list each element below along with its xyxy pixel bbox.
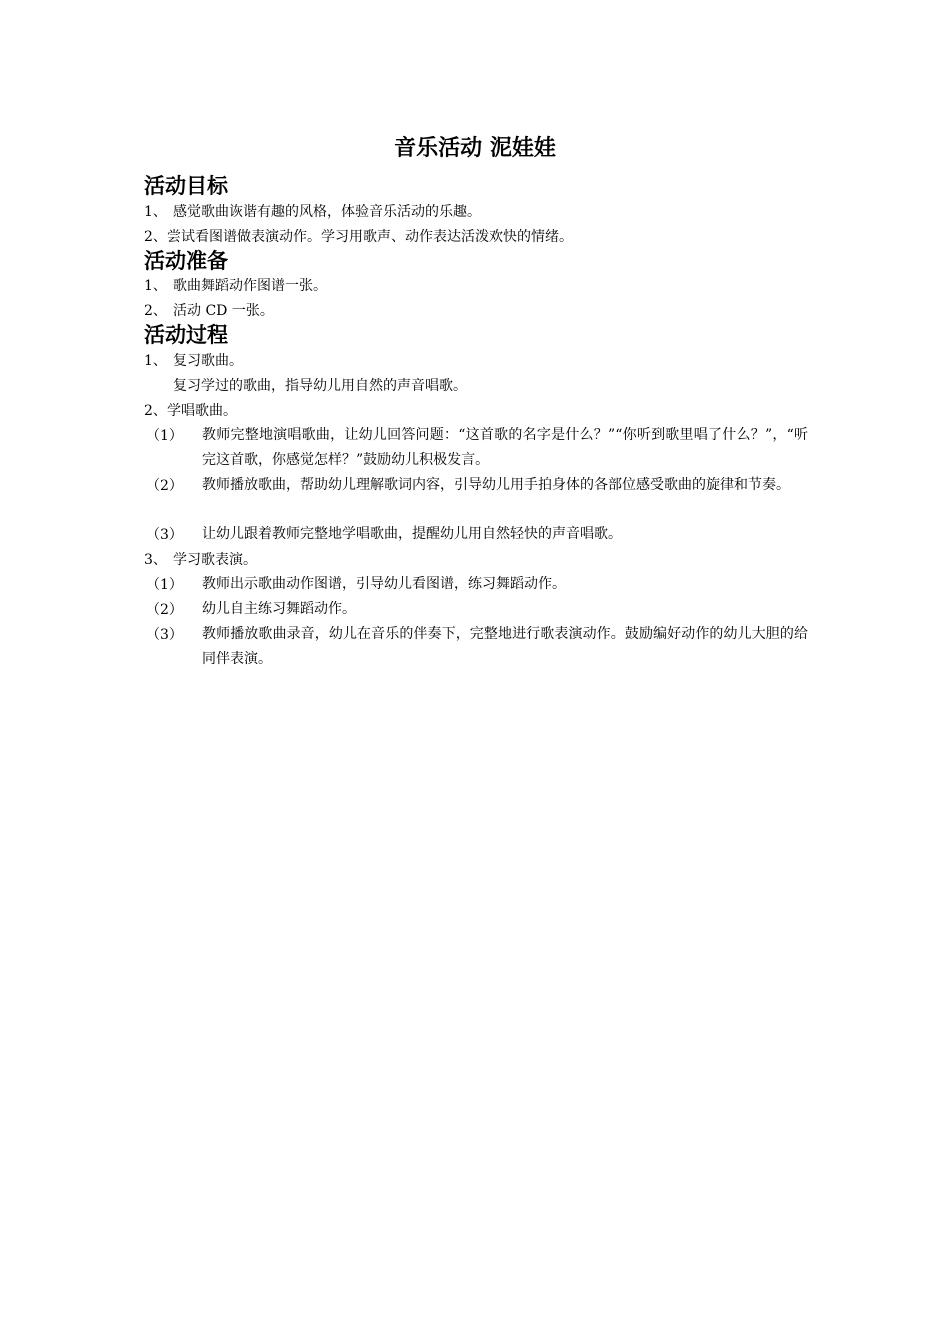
- document-title: 音乐活动 泥娃娃: [394, 136, 556, 161]
- step-2-sub-3-number: （3）: [146, 527, 183, 543]
- step-2-sub-2-number: （2）: [146, 478, 183, 494]
- step-2-sub-3-text: 让幼儿跟着教师完整地学唱歌曲，提醒幼儿用自然轻快的声音唱歌。: [202, 526, 622, 542]
- step-1-detail: 复习学过的歌曲，指导幼儿用自然的声音唱歌。: [173, 378, 467, 394]
- heading-process: 活动过程: [144, 323, 228, 347]
- goal-2-number: 2、: [144, 229, 167, 245]
- step-3-number: 3、: [144, 552, 167, 568]
- step-3-sub-2-text: 幼儿自主练习舞蹈动作。: [202, 601, 356, 617]
- step-1-text: 复习歌曲。: [173, 353, 243, 369]
- goal-1-text: 感觉歌曲诙谐有趣的风格，体验音乐活动的乐趣。: [173, 204, 481, 220]
- step-3-sub-2-number: （2）: [146, 602, 183, 618]
- step-2-number: 2、: [144, 403, 167, 419]
- step-3-text: 学习歌表演。: [173, 552, 257, 568]
- heading-preparation: 活动准备: [144, 249, 228, 273]
- step-2-sub-2-text: 教师播放歌曲，帮助幼儿理解歌词内容，引导幼儿用手拍身体的各部位感受歌曲的旋律和节奏。: [202, 477, 790, 493]
- goal-2-text: 尝试看图谱做表演动作。学习用歌声、动作表达活泼欢快的情绪。: [167, 229, 573, 245]
- prep-1-text: 歌曲舞蹈动作图谱一张。: [173, 278, 327, 294]
- step-3-sub-1-number: （1）: [146, 577, 183, 593]
- heading-goals: 活动目标: [144, 174, 228, 198]
- prep-2-number: 2、: [144, 303, 167, 319]
- step-1-number: 1、: [144, 353, 167, 369]
- prep-1-number: 1、: [144, 278, 167, 294]
- step-3-sub-3-text: 教师播放歌曲录音，幼儿在音乐的伴奏下，完整地进行歌表演动作。鼓励编好动作的幼儿大胆的给同伴表演。: [202, 626, 808, 667]
- step-3-sub-3-number: （3）: [146, 627, 183, 643]
- goal-1-number: 1、: [144, 204, 167, 220]
- step-2-sub-1-text: 教师完整地演唱歌曲，让幼儿回答问题：“这首歌的名字是什么？”“你听到歌里唱了什么？”，“听完这首歌，你感觉怎样？”鼓励幼儿积极发言。: [202, 427, 808, 468]
- step-2-sub-1-number: （1）: [146, 428, 183, 444]
- prep-2-text: 活动 CD 一张。: [173, 303, 274, 319]
- step-3-sub-1-text: 教师出示歌曲动作图谱，引导幼儿看图谱，练习舞蹈动作。: [202, 576, 566, 592]
- step-2-text: 学唱歌曲。: [167, 403, 237, 419]
